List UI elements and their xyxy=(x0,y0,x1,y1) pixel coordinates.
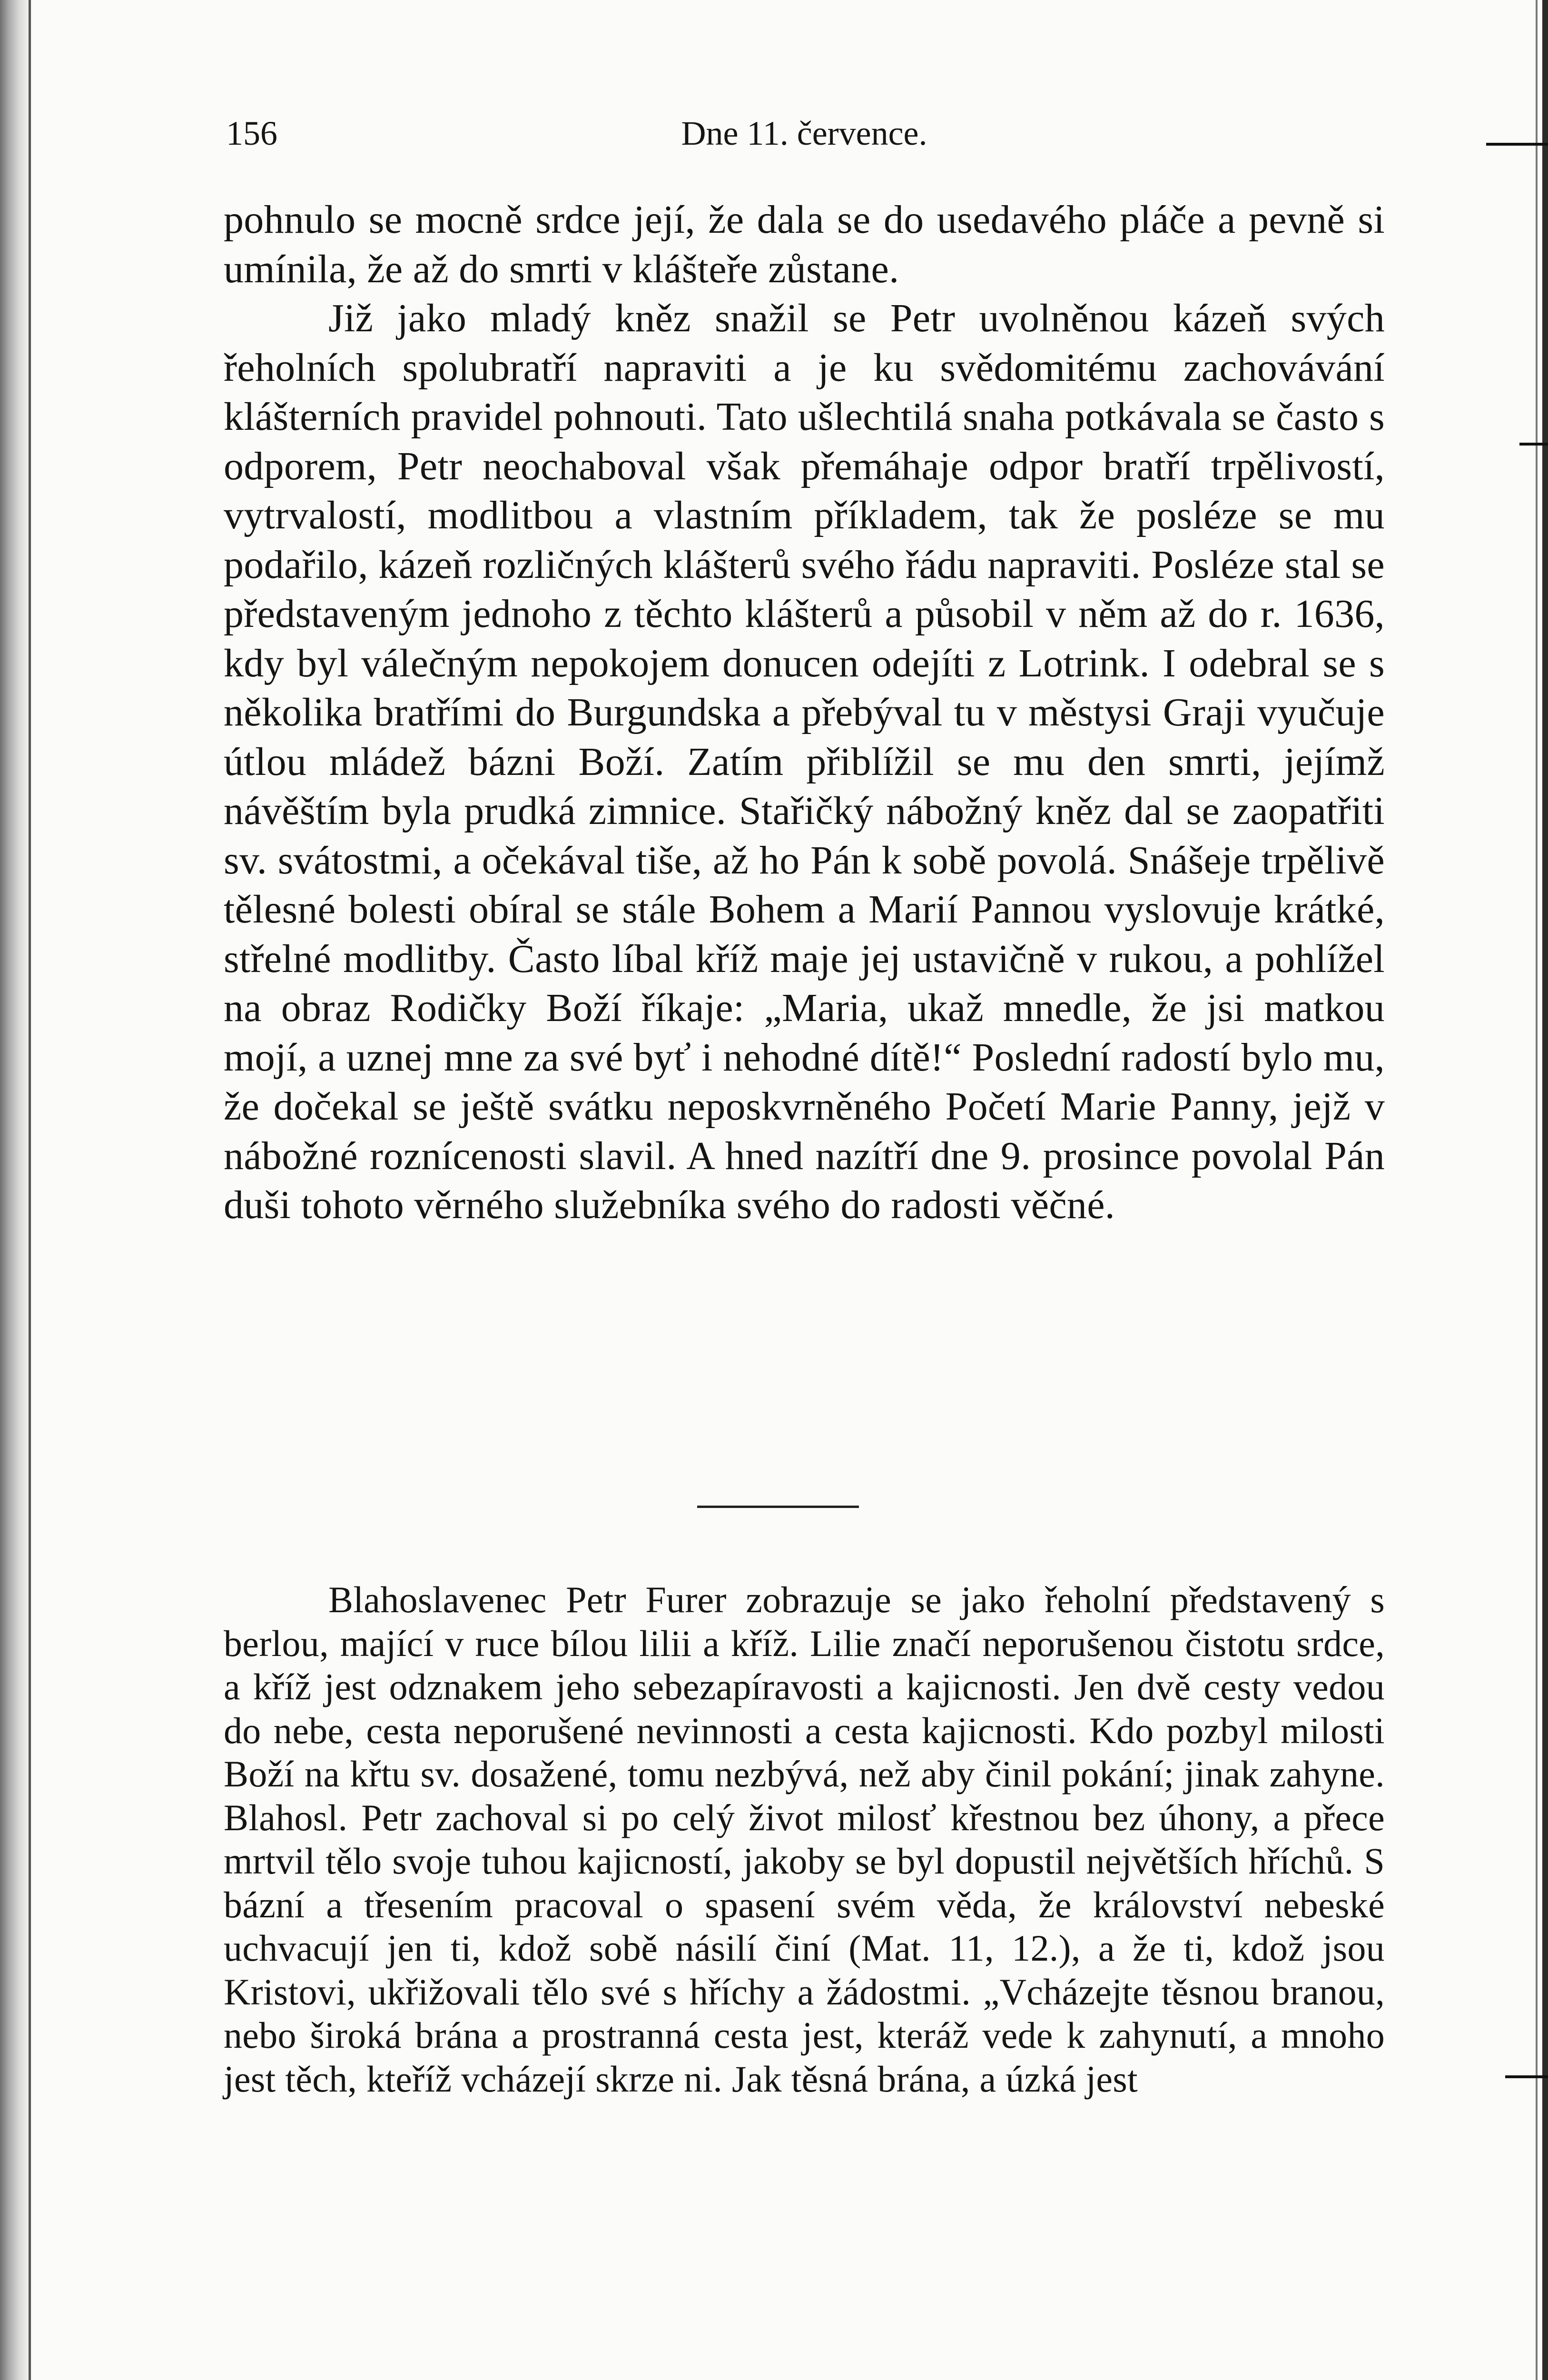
edge-mark xyxy=(1505,2075,1548,2078)
paragraph: Již jako mladý kněz snažil se Petr uvolněnou kázeň svých řeholních spolubratří napraviti a je ku svědomitému zachovávání klášterních pravidel pohnouti. Tato ušlechtilá snaha potkávala se často s odporem, Petr neochaboval však přemáhaje odpor bratří trpělivostí, vytrvalostí, modlitbou a vlastním příkladem, tak že posléze se mu podařilo, kázeň rozličných klášterů svého řádu napraviti. Posléze stal se představeným jednoho z těchto klášterů a působil v něm až do r. 1636, kdy byl válečným nepokojem donucen odejíti z Lotrink. I odebral se s několika bratřími do Burgundska a přebýval tu v městysi Graji vyučuje útlou mládež bázni Boží. Zatím přiblížil se mu den smrti, jejímž návěštím byla prudká zimnice. Stařičký nábožný kněz dal se zaopatřiti sv. svátostmi, a očekával tiše, až ho Pán k sobě povolá. Snášeje trpělivě tělesné bolesti obíral se stále Bohem a Marií Pannou vyslovuje krátké, střelné modlitby. Často líbal kříž maje jej ustavičně v rukou, a pohlížel na obraz Rodičky Boží říkaje: „Maria, ukaž mnedle, že jsi matkou mojí, a uznej mne za své byť i nehodné dítě!“ Poslední radostí bylo mu, že dočekal se ještě svátku neposkvrněného Početí Marie Panny, jejž v nábožné roznícenosti slavil. A hned nazítří dne 9. prosince povolal Pán duši tohoto věrného služebníka svého do radosti věčné. xyxy=(224,296,1385,1227)
page-edge-line xyxy=(1536,0,1538,2380)
binding-edge-line xyxy=(29,0,31,2380)
running-title: Dne 11. července. xyxy=(681,114,927,152)
page-edge-strip xyxy=(1542,0,1548,2380)
paragraph: Blahoslavenec Petr Furer zobrazuje se jako řeholní představený s berlou, mající v ruce bílou lilii a kříž. Lilie značí neporušenou čistotu srdce, a kříž jest odznakem jeho sebezapíravosti a kajicnosti. Jen dvě cesty vedou do nebe, cesta neporušené nevinnosti a cesta kajicnosti. Kdo pozbyl milosti Boží na křtu sv. dosažené, tomu nezbývá, než aby činil pokání; jinak zahyne. Blahosl. Petr zachoval si po celý život milosť křestnou bez úhony, a přece mrtvil tělo svoje tuhou kajicností, jakoby se byl dopustil největších hříchů. S bázní a třesením pracoval o spasení svém věda, že království nebeské uchvacují jen ti, kdož sobě násilí činí (Mat. 11, 12.), a že ti, kdož jsou Kristovi, ukřižovali tělo své s hříchy a žádostmi. „Vcházejte těsnou branou, nebo široká brána a prostranná cesta jest, kteráž vede k zahynutí, a mnoho jest těch, kteříž vcházejí skrze ni. Jak těsná brána, a úzká jest xyxy=(224,1579,1385,2100)
main-text xyxy=(224,195,1385,1230)
section-divider xyxy=(697,1506,859,1508)
paragraph: pohnulo se mocně srdce její, že dala se do usedavého pláče a pevně si umínila, že až do smrti v klášteře zůstane. xyxy=(224,198,1385,291)
edge-mark xyxy=(1486,143,1548,146)
page-number: 156 xyxy=(226,114,277,152)
note-text xyxy=(224,1578,1385,2101)
page-header xyxy=(226,112,1382,155)
edge-mark xyxy=(1519,443,1548,446)
